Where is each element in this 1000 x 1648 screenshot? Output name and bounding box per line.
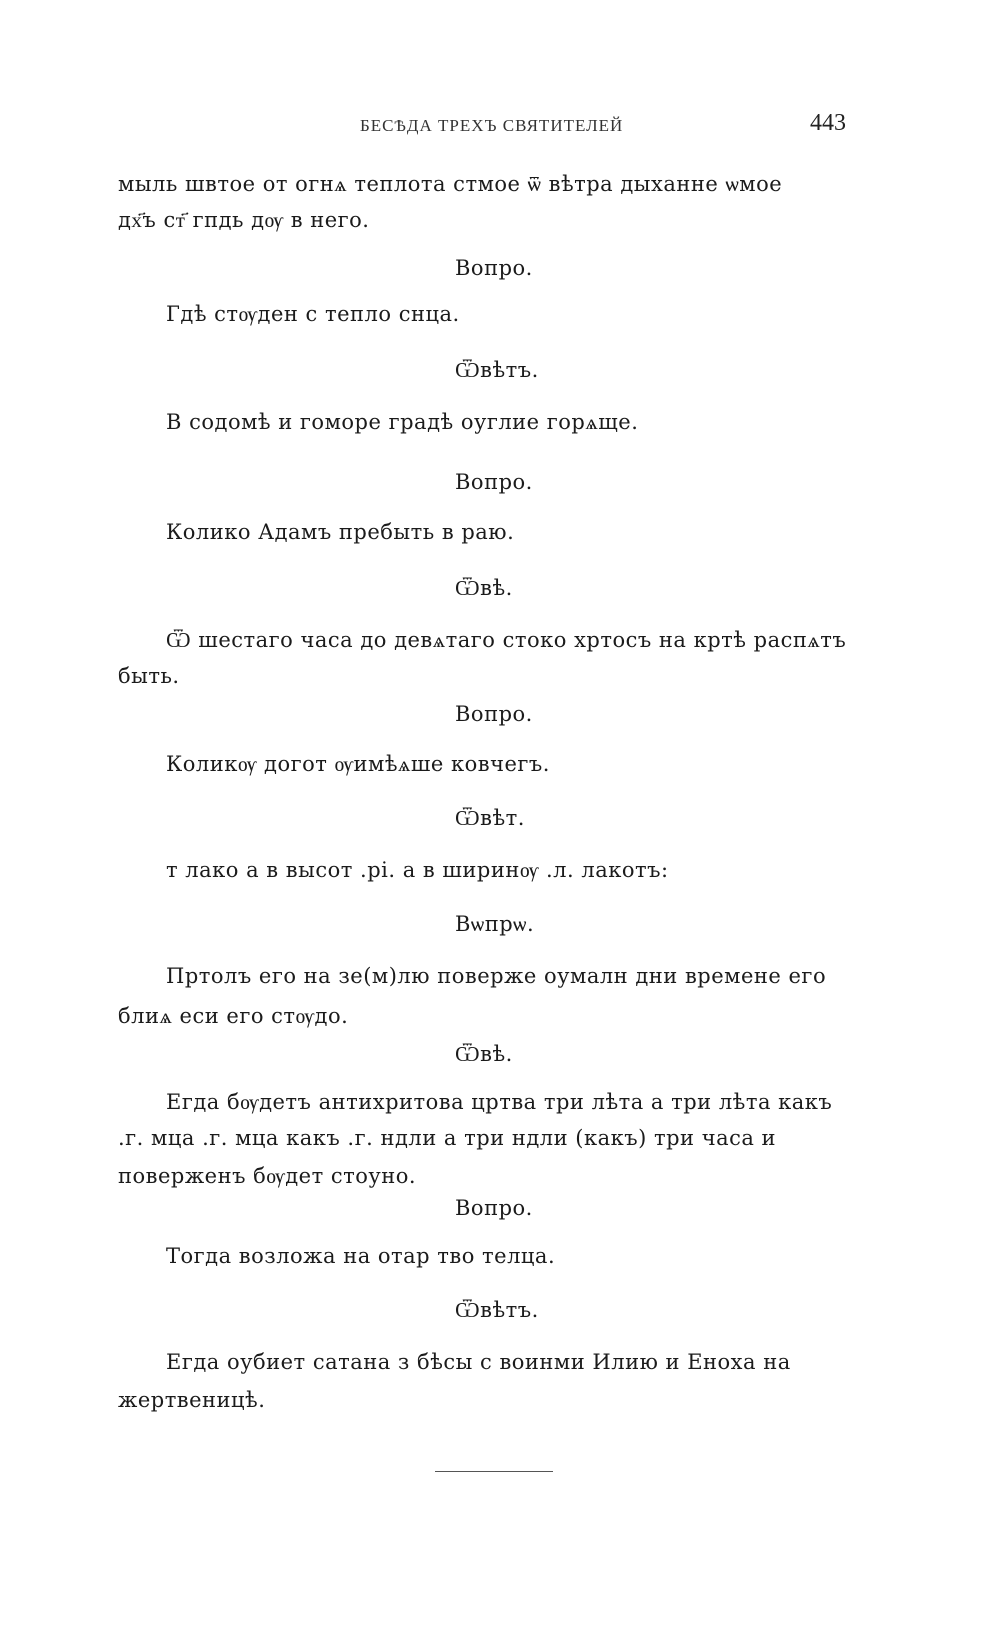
text-line: поверженъ бѹдет стоуно. xyxy=(118,1164,417,1188)
section-heading-question: Вѡпрѡ. xyxy=(455,912,535,936)
text-line: Егда бѹдетъ антихритова цртва три лѣта а три лѣта какъ xyxy=(166,1090,833,1114)
text-line: .г. мца .г. мца какъ .г. ндли а три ндли (какъ) три часа и xyxy=(118,1126,777,1150)
text-line: Колико Адамъ пребыть в раю. xyxy=(166,520,515,544)
section-heading-answer: Ѿвѣт. xyxy=(455,806,525,830)
section-heading-answer: Ѿвѣ. xyxy=(455,1042,513,1066)
text-line: Гдѣ стѹден с тепло снца. xyxy=(166,302,460,326)
section-heading-question: Вопро. xyxy=(455,1196,533,1220)
section-heading-answer: Ѿвѣтъ. xyxy=(455,358,539,382)
text-line: Егда оубиет сатана з бѣсы с воинми Илию и Еноха на xyxy=(166,1350,791,1374)
page-number: 443 xyxy=(810,110,846,136)
section-heading-question: Вопро. xyxy=(455,470,533,494)
section-heading-question: Вопро. xyxy=(455,256,533,280)
section-heading-question: Вопро. xyxy=(455,702,533,726)
text-line: Ѿ шестаго часа до девѧтаго стоко хртосъ на кртѣ распѧтъ xyxy=(166,628,847,652)
closing-rule xyxy=(435,1471,553,1472)
running-title: БЕСѢДА ТРЕХЪ СВЯТИТЕЛЕЙ xyxy=(360,116,624,135)
text-line: дх҃ъ ст҃ гпдь дѹ в него. xyxy=(118,208,370,232)
text-line: В содомѣ и гоморе градѣ оуглие горѧще. xyxy=(166,410,639,434)
text-line: т лако а в высот .рі. а в ширинѹ .л. лакотъ: xyxy=(166,858,669,882)
section-heading-answer: Ѿвѣтъ. xyxy=(455,1298,539,1322)
text-line: блиѧ еси его стѹдо. xyxy=(118,1004,349,1028)
text-line: мыль швтое от огнѧ теплота стмое ѿ вѣтра дыханне ѡмое xyxy=(118,172,783,196)
text-line: Тогда возложа на отар тво телца. xyxy=(166,1244,556,1268)
text-line: жертвеницѣ. xyxy=(118,1388,266,1412)
section-heading-answer: Ѿвѣ. xyxy=(455,576,513,600)
text-line: Пртолъ его на зе(м)лю поверже оумалн дни времене его xyxy=(166,964,827,988)
text-line: быть. xyxy=(118,664,180,688)
text-line: Коликѹ догот ѹимѣѧше ковчегъ. xyxy=(166,752,550,776)
